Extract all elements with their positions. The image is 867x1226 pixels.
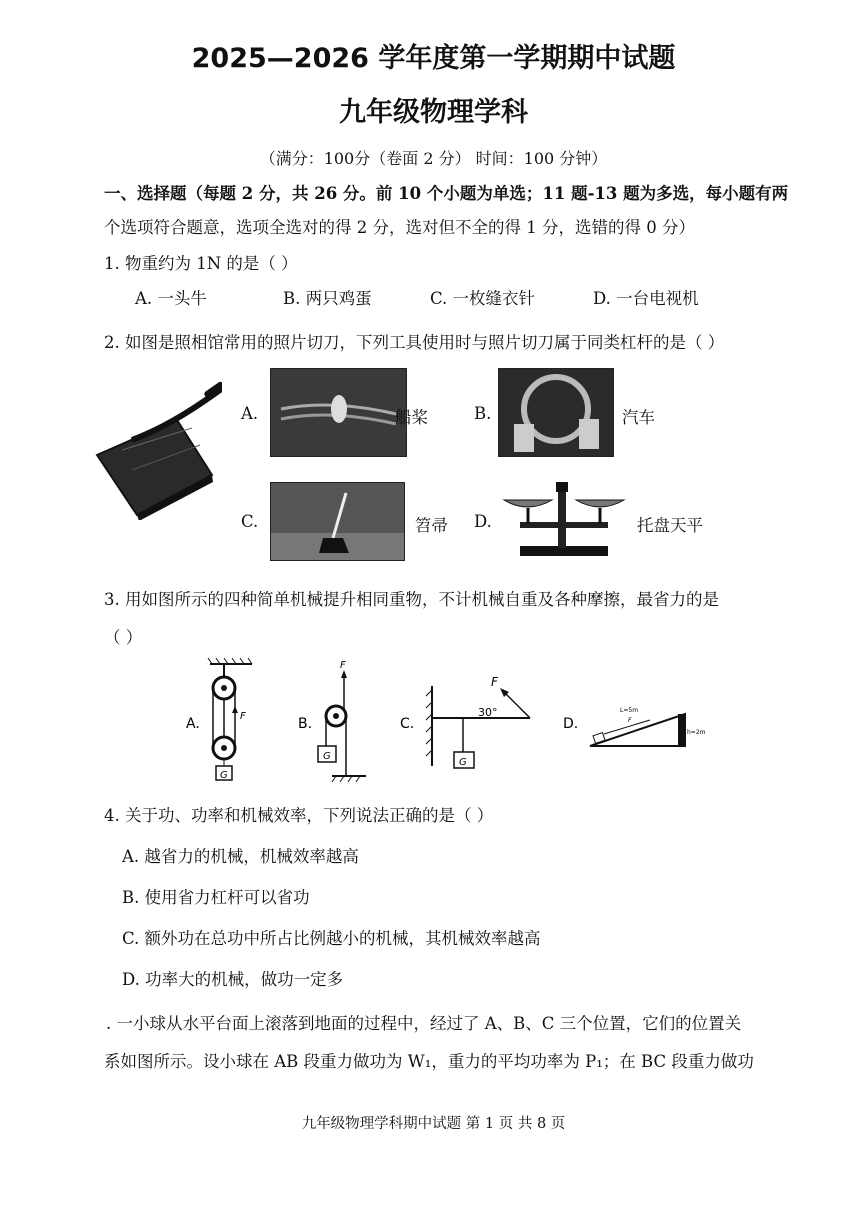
diagram-label-height: h=2m bbox=[687, 729, 706, 736]
q2-stem: 2. 如图是照相馆常用的照片切刀，下列工具使用时与照片切刀属于同类杠杆的是（ ） bbox=[104, 333, 725, 352]
q3-stem: 3. 用如图所示的四种简单机械提升相同重物，不计机械自重及各种摩擦，最省力的是 bbox=[104, 590, 719, 609]
q5-line2: 系如图所示。设小球在 AB 段重力做功为 W₁，重力的平均功率为 P₁；在 BC 段重力做功 bbox=[104, 1052, 754, 1071]
q2-option-b-text: 汽车 bbox=[622, 408, 655, 427]
q4-option-d: D. 功率大的机械，做功一定多 bbox=[122, 970, 344, 989]
q2-option-a-letter: A. bbox=[241, 404, 259, 423]
section-instructions-line1: 一、选择题（每题 2 分，共 26 分。前 10 个小题为单选；11 题-13 题为多选，每小题有两 bbox=[104, 184, 789, 203]
exam-subject: 九年级物理学科 bbox=[339, 97, 528, 128]
diagram-label-length: L=5m bbox=[620, 707, 639, 714]
car-steering-photo bbox=[498, 368, 614, 457]
q4-option-b: B. 使用省力杠杆可以省功 bbox=[122, 888, 310, 907]
exam-title: 2025—2026 学年度第一学期期中试题 bbox=[191, 43, 676, 74]
diagram-label-f-a: F bbox=[240, 711, 246, 722]
section-instructions-line2: 个选项符合题意，选项全选对的得 2 分，选对但不全的得 1 分，选错的得 0 分） bbox=[104, 218, 695, 237]
diagram-label-c: C. bbox=[400, 716, 415, 732]
q1-option-c: C. 一枚缝衣针 bbox=[430, 289, 536, 308]
q5-line1: . 一小球从水平台面上滚落到地面的过程中，经过了 A、B、C 三个位置，它们的位置关 bbox=[106, 1014, 742, 1033]
exam-meta: （满分：100分（卷面 2 分） 时间：100 分钟） bbox=[259, 149, 608, 168]
broom-photo bbox=[270, 482, 405, 561]
diagram-label-angle: 30° bbox=[478, 706, 498, 719]
q2-option-d-letter: D. bbox=[474, 512, 492, 531]
page-footer: 九年级物理学科期中试题 第 1 页 共 8 页 bbox=[301, 1116, 566, 1132]
diagram-label-f-b: F bbox=[340, 660, 346, 671]
paper-cutter-image bbox=[92, 380, 222, 520]
q4-option-c: C. 额外功在总功中所占比例越小的机械，其机械效率越高 bbox=[122, 929, 541, 948]
q2-option-b-letter: B. bbox=[474, 404, 492, 423]
diagram-label-f-c: F bbox=[491, 675, 498, 689]
simple-machines-diagram bbox=[180, 656, 720, 786]
q2-option-a-text: 船桨 bbox=[395, 408, 428, 427]
rowing-oar-photo bbox=[270, 368, 407, 457]
q2-option-c-letter: C. bbox=[241, 512, 259, 531]
diagram-label-d: D. bbox=[563, 716, 579, 732]
q1-option-a: A. 一头牛 bbox=[135, 289, 207, 308]
q1-option-b: B. 两只鸡蛋 bbox=[283, 289, 372, 308]
diagram-label-a: A. bbox=[186, 716, 200, 732]
diagram-label-g-c: G bbox=[459, 757, 467, 768]
q4-option-a: A. 越省力的机械，机械效率越高 bbox=[122, 847, 359, 866]
q4-stem: 4. 关于功、功率和机械效率，下列说法正确的是（ ） bbox=[104, 806, 494, 825]
diagram-label-g-b: G bbox=[323, 751, 331, 762]
diagram-label-g-a: G bbox=[220, 770, 228, 781]
diagram-label-f-d: F bbox=[628, 717, 632, 724]
q2-option-d-text: 托盘天平 bbox=[637, 516, 703, 535]
q2-option-c-text: 笤帚 bbox=[415, 516, 448, 535]
q1-stem: 1. 物重约为 1N 的是（ ） bbox=[104, 254, 298, 273]
q3-answer-paren: （ ） bbox=[104, 628, 143, 647]
q1-option-d: D. 一台电视机 bbox=[593, 289, 699, 308]
diagram-label-b: B. bbox=[298, 716, 313, 732]
balance-scale-image bbox=[500, 478, 628, 560]
